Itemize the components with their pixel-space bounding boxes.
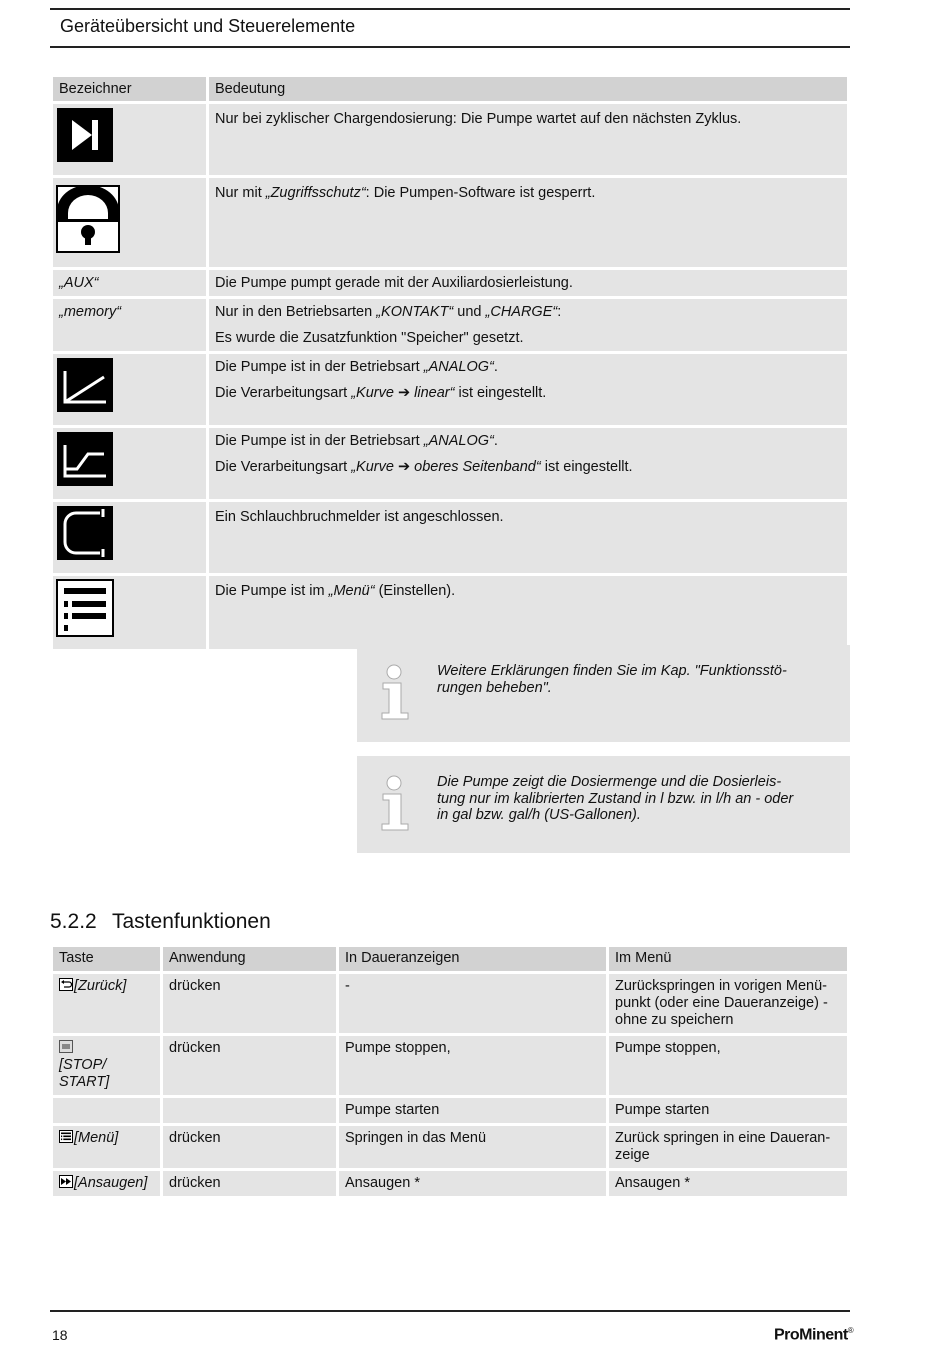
back-key-icon — [59, 978, 73, 991]
symbol-label: „AUX“ — [53, 270, 206, 296]
row-description: Ein Schlauchbruchmelder ist angeschlossen. — [215, 509, 504, 525]
menu-key-icon — [59, 1130, 73, 1143]
ui-term: „CHARGE“ — [485, 304, 558, 320]
info-text: Die Pumpe zeigt die Dosiermenge und die Dosierleis- tung nur im kalibrierten Zustand in l bzw. in l/h an - oder in gal bzw. gal/h (US-Gallonen). — [437, 774, 794, 823]
row-text: (Einstellen). — [374, 583, 456, 599]
row-text: : Die Pumpen-Software ist gesperrt. — [365, 185, 596, 201]
key-display-action: - — [339, 974, 606, 1033]
ui-term: „Zugriffsschutz“ — [265, 185, 366, 201]
header-top-rule — [50, 8, 850, 10]
ui-term: „Kurve ➔ linear“ — [351, 385, 455, 401]
key-menu-action: Zurück springen in eine Daueran- zeige — [609, 1126, 847, 1168]
row-text: Die Pumpe ist im — [215, 583, 329, 599]
info-icon — [379, 663, 413, 721]
symbols-table-header — [53, 77, 847, 101]
row-text: Nur mit — [215, 185, 266, 201]
row-text: Die Verarbeitungsart — [215, 385, 352, 401]
key-menu-action: Pumpe starten — [609, 1098, 847, 1123]
key-display-action: Springen in das Menü — [339, 1126, 606, 1168]
row-description: Die Pumpe pumpt gerade mit der Auxiliardosierleistung. — [209, 270, 847, 296]
key-menu-action: Ansaugen * — [609, 1171, 847, 1196]
table-row — [53, 270, 847, 296]
key-label: [Zurück] — [74, 978, 127, 994]
key-usage: drücken — [163, 1036, 336, 1095]
row-text: : — [557, 304, 562, 320]
row-line — [215, 354, 841, 380]
menu-list-icon — [56, 579, 114, 637]
table-row — [53, 1098, 847, 1123]
row-text: Die Verarbeitungsart — [215, 459, 352, 475]
row-text: und — [453, 304, 486, 320]
prime-key-icon — [59, 1175, 73, 1188]
keys-table — [50, 944, 850, 1199]
row-line — [215, 380, 841, 406]
row-line — [215, 428, 841, 454]
key-menu-action: Pumpe stoppen, — [609, 1036, 847, 1095]
ui-term: „Menü“ — [328, 583, 375, 599]
table-row — [53, 974, 847, 1033]
key-usage: drücken — [163, 1126, 336, 1168]
key-display-action: Pumpe starten — [339, 1098, 606, 1123]
row-text: ist eingestellt. — [454, 385, 547, 401]
upper-sideband-icon — [56, 431, 114, 487]
logo-registered-mark: ® — [847, 1326, 854, 1335]
page-header-title: Geräteübersicht und Steuerelemente — [60, 16, 356, 36]
info-box — [357, 645, 850, 742]
table-row — [53, 1171, 847, 1196]
info-box — [357, 756, 850, 853]
logo-text: ProMinent — [774, 1326, 848, 1344]
skip-to-end-icon — [56, 107, 114, 163]
section-heading — [50, 910, 271, 934]
ui-term: „KONTAKT“ — [376, 304, 454, 320]
key-usage — [163, 1098, 336, 1123]
column-header: Im Menü — [609, 947, 847, 971]
column-header: In Daueranzeigen — [339, 947, 606, 971]
symbols-table — [50, 74, 850, 652]
key-menu-action: Zurückspringen in vorigen Menü- punkt (oder eine Daueranzeige) - ohne zu speichern — [609, 974, 847, 1033]
row-text: Nur in den Betriebsarten — [215, 304, 377, 320]
section-title: Tastenfunktionen — [112, 910, 271, 933]
ui-term: „Kurve ➔ oberes Seitenband“ — [351, 459, 541, 475]
table-row — [53, 428, 847, 499]
row-text: Die Pumpe ist in der Betriebsart — [215, 359, 424, 375]
ui-term: „ANALOG“ — [423, 359, 494, 375]
brand-logo — [774, 1326, 853, 1344]
keys-table-header — [53, 947, 847, 971]
section-number: 5.2.2 — [50, 910, 97, 933]
key-display-action: Pumpe stoppen, — [339, 1036, 606, 1095]
column-header: Taste — [53, 947, 160, 971]
table-row — [53, 178, 847, 267]
row-text: . — [493, 433, 498, 449]
padlock-icon — [56, 185, 120, 255]
key-usage: drücken — [163, 974, 336, 1033]
key-label: [STOP/ START] — [59, 1057, 110, 1090]
key-usage: drücken — [163, 1171, 336, 1196]
column-header: Anwendung — [163, 947, 336, 971]
linear-curve-icon — [56, 357, 114, 413]
table-row — [53, 502, 847, 573]
table-row — [53, 1036, 847, 1095]
key-label: [Menü] — [74, 1130, 119, 1146]
info-text: Weitere Erklärungen finden Sie im Kap. "Funktionsstö- rungen beheben". — [437, 663, 787, 696]
footer-rule — [50, 1310, 850, 1312]
page-number: 18 — [52, 1327, 68, 1343]
table-row — [53, 354, 847, 425]
table-row — [53, 104, 847, 175]
row-text: Die Pumpe ist in der Betriebsart — [215, 433, 424, 449]
table-row — [53, 1126, 847, 1168]
ui-term: „ANALOG“ — [423, 433, 494, 449]
info-icon — [379, 774, 413, 832]
symbol-label: „memory“ — [53, 299, 206, 351]
row-line: Es wurde die Zusatzfunktion "Speicher" gesetzt. — [215, 330, 524, 346]
key-label — [53, 1098, 160, 1123]
row-description: Nur bei zyklischer Chargendosierung: Die Pumpe wartet auf den nächsten Zyklus. — [215, 111, 742, 127]
stop-start-key-icon — [59, 1040, 73, 1053]
column-header-meaning: Bedeutung — [209, 77, 847, 101]
row-text: ist eingestellt. — [540, 459, 633, 475]
key-display-action: Ansaugen * — [339, 1171, 606, 1196]
column-header-symbol: Bezeichner — [53, 77, 206, 101]
key-label: [Ansaugen] — [74, 1175, 148, 1191]
row-line — [215, 299, 841, 325]
row-text: . — [493, 359, 498, 375]
hose-rupture-icon — [56, 505, 114, 561]
header-bottom-rule — [50, 46, 850, 48]
row-line — [215, 454, 841, 480]
table-row — [53, 299, 847, 351]
table-row — [53, 576, 847, 649]
